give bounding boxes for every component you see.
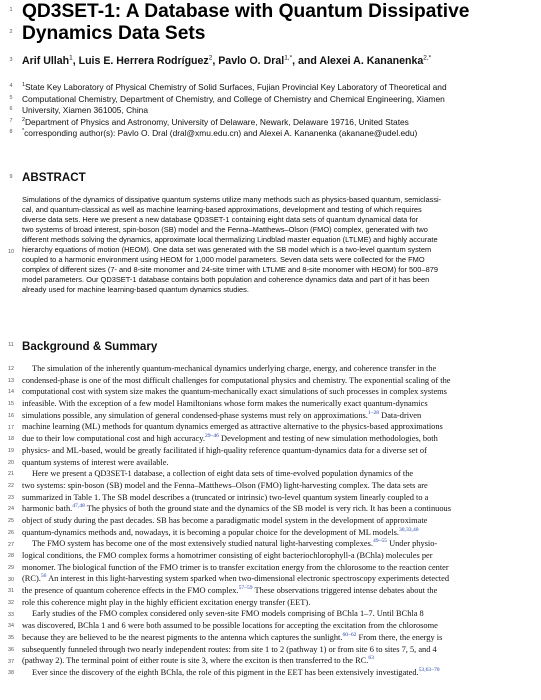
citation-link[interactable]: 56	[40, 573, 47, 580]
body-line-text: subsequently funneled through two nearly independent routes: from site 1 to 2 (pathway 1) or from site 6 to sites 7, 5, and 4	[22, 644, 437, 654]
abstract-line: already used for machine learning-based quantum dynamics studies.	[22, 285, 249, 295]
body-line	[22, 503, 535, 515]
line-number: 4	[9, 83, 13, 89]
body-line-text: due to their low computational cost and high accuracy.	[22, 434, 205, 444]
abstract-line: Simulations of the dynamics of dissipative quantum systems utilize many methods such as physics-based quantum, semiclassi-	[22, 195, 442, 204]
body-line-text: two systems: spin-boson (SB) model and the Fenna–Matthews–Olson (FMO) light-harvesting complex. The data sets are	[22, 480, 428, 490]
body-line-text: summarized in Table 1. The SB model describes a (truncated or intrinsic) two-level quantum system linearly coupled to a	[22, 492, 429, 502]
line-number: 9	[9, 174, 13, 180]
body-line-text: The FMO system has become one of the most extensively studied natural light-harvesting complexes.	[32, 539, 373, 549]
line-number: 31	[8, 588, 14, 595]
line-number: 36	[8, 646, 14, 653]
body-line	[22, 433, 535, 445]
body-line-text: harmonic bath.	[22, 504, 73, 514]
line-number: 32	[8, 600, 14, 606]
line-number: 34	[8, 623, 14, 630]
author-affiliation-mark: 2	[208, 54, 213, 62]
abstract-line: two systems of broad interest, spin-boson (SB) model and the Fenna–Matthews–Olson (FMO) complex, generated with two	[22, 225, 428, 235]
line-number: 14	[8, 389, 14, 396]
line-number: 35	[8, 635, 14, 642]
affiliation-1-line-1: $^1$State Key Laboratory of Physical Chemistry of Solid Surfaces, Fujian Provincial Key Laboratory of Theoretical and	[22, 82, 447, 92]
line-number: 1	[9, 7, 13, 13]
citation-link[interactable]: 63	[368, 655, 374, 662]
corresponding-mark: *	[22, 128, 25, 135]
abstract-line: coupled to a harmonic environment using HEOM for 1,000 model parameters. Seven data sets were collected for the FMO	[22, 255, 425, 265]
body-line-text: Data-driven	[379, 410, 422, 420]
citation-link[interactable]: 49–55	[372, 538, 387, 545]
line-number: 37	[8, 658, 14, 665]
body-line-text: logical conditions, the FMO complex forms a homotrimer consisting of eight bacteriochlorophyll-a (BChla) molecules per	[22, 551, 433, 560]
body-line	[22, 410, 535, 422]
body-line-text: the presence of quantum coherence effects in the FMO complex.	[22, 586, 239, 596]
body-line	[22, 597, 535, 609]
body-line	[22, 457, 535, 469]
body-line-text: infeasible. With the exception of a few model Hamiltonians whose form makes the numerically exact quantum-dynamics	[22, 399, 428, 409]
body-line-text: (RC).	[22, 574, 41, 584]
line-number: 18	[8, 436, 14, 443]
body-line-text: monomer. The biological function of the FMO trimer is to transfer excitation energy from the chlorosome to the reaction center	[22, 562, 449, 572]
line-number: 15	[8, 401, 14, 408]
section-heading-background: Background & Summary	[22, 340, 158, 353]
line-number: 8	[9, 129, 13, 135]
body-line-text: because they are believed to be the nearest pigments to the antenna which captures the sunlight.	[22, 632, 343, 642]
body-line	[22, 421, 535, 433]
body-line	[22, 375, 535, 387]
paper-title-line-1: QD3SET-1: A Database with Quantum Dissipative	[22, 1, 470, 22]
body-line-text: From there, the energy is	[356, 632, 443, 642]
body-line	[22, 562, 535, 574]
body-line-text: physics- and ML-based, would be greatly facilitated if high-quality reference quantum-dynamics data for a diverse set of	[22, 445, 427, 455]
body-line	[22, 527, 535, 539]
paper-title-line-2: Dynamics Data Sets	[22, 23, 206, 44]
author-name: Pavlo O. Dral	[218, 55, 285, 67]
body-line	[22, 550, 535, 562]
line-number: 11	[8, 342, 14, 348]
body-line-text: was discovered, BChla 1 and 6 were both assumed to be possible locations for accepting the excitation from the chlorosome	[22, 621, 438, 631]
author-list: Arif Ullah$^1$, Luis E. Herrera Rodríguez$^2$, Pavlo O. Dral$^{1,*}$, and Alexei A. Kananenka$^{2,*}$	[22, 54, 432, 67]
body-line-text: An interest in this light-harvesting system sparked when two-dimensional electronic spectroscopy experiments detected	[46, 574, 450, 584]
body-line-text: Early studies of the FMO complex considered only seven-site FMO models comprising of BChla 1–7. Until BChla 8	[32, 609, 424, 619]
body-line-text: machine learning (ML) methods for quantum dynamics emerged as attractive alternative to the physics-based approximations	[22, 422, 443, 432]
body-line	[22, 386, 535, 398]
body-line-text: Here we present a QD3SET-1 database, a collection of eight data sets of time-evolved population dynamics of the	[32, 469, 414, 479]
body-line-text: (pathway 2). The terminal point of either route is site 3, where the exciton is then transferred to the RC.	[22, 656, 369, 666]
body-line-text: Ever since the discovery of the eighth BChla, the role of this pigment in the EET has been extensively investigated.	[32, 667, 419, 677]
body-line	[22, 620, 535, 632]
body-line	[22, 538, 535, 550]
line-number: 38	[8, 670, 14, 677]
line-number: 6	[9, 106, 13, 112]
citation-link[interactable]: 29–46	[204, 433, 219, 440]
body-line-text: quantum-dynamics methods and, nowadays, it is becoming a popular choice for the development of ML models.	[22, 527, 399, 537]
abstract-line: different methods solving the dynamics, approximate local thermalizing Lindblad master equation (LTLME) and highly accurate	[22, 235, 438, 245]
line-number: 25	[8, 518, 14, 525]
line-number: 10	[8, 249, 14, 255]
line-number: 26	[8, 529, 14, 536]
body-line	[22, 445, 535, 457]
body-line	[22, 608, 535, 620]
author-name: Arif Ullah	[22, 55, 70, 67]
line-number: 24	[8, 506, 14, 513]
body-line	[22, 492, 535, 504]
body-line-text: Under physio-	[386, 539, 438, 549]
abstract-heading: ABSTRACT	[22, 171, 86, 184]
body-line	[22, 480, 535, 492]
citation-link[interactable]: 60–62	[342, 632, 357, 639]
body-line	[22, 644, 535, 656]
abstract-line: cal, and quantum-classical as well as machine learning-based approximations, development and testing of which requires	[22, 205, 422, 215]
background-body-text	[22, 363, 535, 679]
line-number: 17	[8, 424, 14, 431]
abstract-text	[22, 195, 535, 295]
citation-link[interactable]: 57–59	[238, 585, 253, 592]
affiliation-1-line-2: Computational Chemistry, Department of Chemistry, and College of Chemistry and Chemical Engineering, Xiamen	[22, 93, 445, 104]
citation-link[interactable]: 1–28	[367, 409, 380, 416]
abstract-line: diverse data sets. Here we present a new database QD3SET-1 containing eight data sets of quantum dynamical data for	[22, 215, 419, 225]
abstract-line: complex of different sizes (7- and 8-site monomer and 24-site trimer with LTLME and 8-site monomer with HEOM) for 500–879	[22, 265, 438, 275]
line-number: 33	[8, 611, 14, 618]
body-line-text: These observations triggered intense debates about the	[252, 586, 438, 596]
citation-link[interactable]: 53,63–70	[418, 667, 440, 674]
citation-link[interactable]: 30,33,40	[398, 526, 419, 533]
abstract-line: hierarchy equations of motion (HEOM). One data set was generated with the SB model which is a two-level quantum system	[22, 245, 432, 255]
body-line	[22, 515, 535, 527]
author-name: Luis E. Herrera Rodríguez	[78, 55, 209, 67]
body-line	[22, 585, 535, 597]
body-line	[22, 363, 535, 375]
body-line-text: quantum systems of interest were available.	[22, 457, 169, 467]
author-affiliation-mark: 1,*	[284, 54, 293, 62]
body-line	[22, 667, 535, 679]
body-line-text: Development and testing of new simulation methodologies, both	[218, 434, 438, 444]
author-affiliation-mark: 2,*	[423, 54, 432, 62]
body-line-text: The physics of both the ground state and the dynamics of the SB model is very rich. It has been a continuous	[84, 504, 452, 514]
body-line-text: object of study during the past decades. SB has become a paradigmatic model system in the development of approximate	[22, 515, 428, 525]
body-line-text: The simulation of the inherently quantum-mechanical dynamics underlying charge, energy, and coherence transfer in the	[32, 364, 437, 373]
line-number: 21	[8, 471, 14, 478]
body-line-text: computational cost with system size makes the quantum-mechanically exact simulations of such processes in complex systems	[22, 387, 447, 397]
affiliation-2: $^2$Department of Physics and Astronomy, University of Delaware, Newark, Delaware 19716, United States	[22, 116, 409, 127]
line-number: 19	[8, 447, 14, 454]
body-line-text: role this coherence might play in the highly efficient excitation energy transfer (EET).	[22, 597, 311, 607]
line-number: 20	[8, 459, 14, 466]
line-number: 30	[8, 576, 14, 583]
body-line	[22, 632, 535, 644]
line-number: 3	[9, 57, 13, 63]
author-affiliation-mark: 1	[69, 54, 73, 62]
line-number: 5	[9, 94, 13, 101]
affiliation-1-line-3: University, Xiamen 361005, China	[22, 105, 149, 115]
line-number: 29	[8, 564, 14, 571]
line-number: 7	[9, 117, 13, 124]
line-number: 12	[8, 366, 14, 372]
body-line-text: condensed-phase is one of the most difficult challenges for computational physics and chemistry. The exponential scaling of the	[22, 375, 451, 385]
body-line	[22, 655, 535, 667]
body-line	[22, 398, 535, 410]
citation-link[interactable]: 47,48	[72, 503, 85, 510]
line-number: 23	[8, 494, 14, 501]
body-line-text: simulations possible, any simulation of general condensed-phase systems must rely on approximations.	[22, 410, 368, 420]
affiliation-mark: 1	[22, 82, 25, 89]
affiliation-mark: 2	[22, 116, 25, 123]
line-number: 22	[8, 483, 14, 489]
body-line	[22, 468, 535, 480]
line-number: 2	[9, 29, 13, 35]
line-number: 13	[8, 377, 14, 384]
line-number: 28	[8, 553, 14, 560]
abstract-line: model parameters. Our QD3SET-1 database contains both population and coherence dynamics data and part of it has been	[22, 275, 430, 285]
body-line	[22, 573, 535, 585]
line-number: 27	[8, 541, 14, 548]
author-name: and Alexei A. Kananenka	[298, 55, 424, 67]
line-number: 16	[8, 412, 14, 419]
corresponding-authors: *corresponding author(s): Pavlo O. Dral (dral@xmu.edu.cn) and Alexei A. Kananenka (akanane@udel.edu)	[22, 128, 418, 138]
